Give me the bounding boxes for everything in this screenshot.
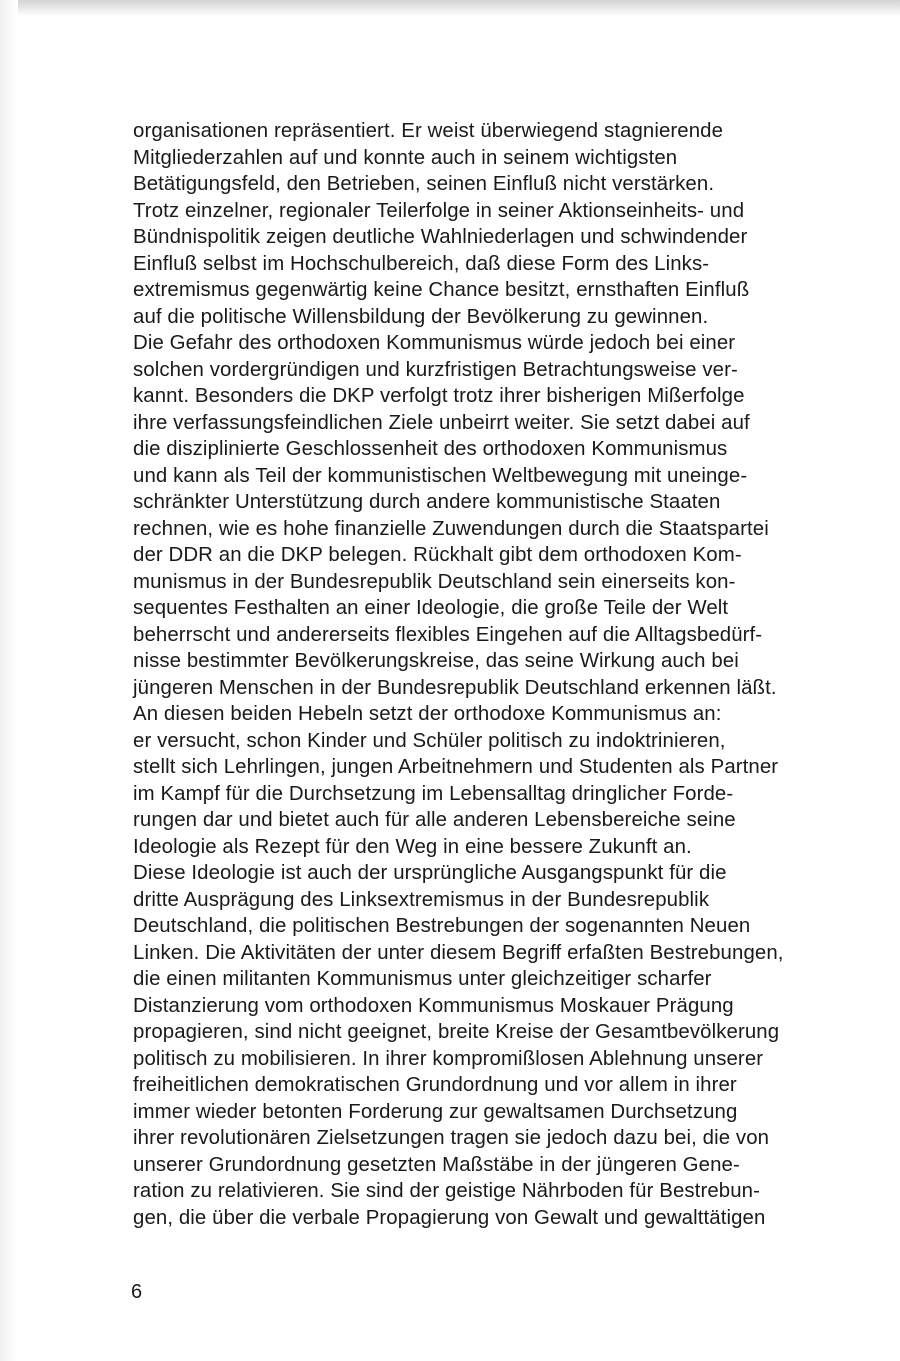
text-line: Betätigungsfeld, den Betrieben, seinen Einfluß nicht verstärken. <box>133 173 715 195</box>
text-line: schränkter Unterstützung durch andere kommunistische Staaten <box>133 491 721 513</box>
text-line: Die Gefahr des orthodoxen Kommunismus würde jedoch bei einer <box>133 332 736 354</box>
scan-left-edge-shadow <box>0 0 18 1361</box>
text-line: Diese Ideologie ist auch der ursprüngliche Ausgangspunkt für die <box>133 862 727 884</box>
scan-top-edge-shadow <box>0 0 900 16</box>
text-line: stellt sich Lehrlingen, jungen Arbeitnehmern und Studenten als Partner <box>133 756 779 778</box>
text-line: munismus in der Bundesrepublik Deutschland sein einerseits kon- <box>133 570 736 593</box>
text-line: jüngeren Menschen in der Bundesrepublik Deutschland erkennen läßt. <box>133 676 777 699</box>
text-line: ration zu relativieren. Sie sind der geistige Nährboden für Bestrebun- <box>133 1180 760 1202</box>
text-line: im Kampf für die Durchsetzung im Lebensalltag dringlicher Forde- <box>133 782 734 805</box>
text-line: immer wieder betonten Forderung zur gewaltsamen Durchsetzung <box>133 1100 738 1123</box>
text-line: rungen dar und bietet auch für alle anderen Lebensbereiche seine <box>133 809 736 831</box>
text-line: Mitgliederzahlen auf und konnte auch in seinem wichtigsten <box>133 146 678 169</box>
text-line: propagieren, sind nicht geeignet, breite Kreise der Gesamtbevölkerung <box>133 1021 780 1043</box>
text-line: extremismus gegenwärtig keine Chance besitzt, ernsthaften Einfluß <box>133 279 750 301</box>
text-line: unserer Grundordnung gesetzten Maßstäbe in der jüngeren Gene- <box>133 1153 740 1176</box>
text-line: beherrscht und andererseits flexibles Eingehen auf die Alltagsbedürf- <box>133 623 763 646</box>
text-line: Distanzierung vom orthodoxen Kommunismus Moskauer Prägung <box>133 994 734 1017</box>
text-line: organisationen repräsentiert. Er weist überwiegend stagnierende <box>133 120 724 142</box>
text-line: die einen militanten Kommunismus unter gleichzeitiger scharfer <box>133 968 712 990</box>
text-line: rechnen, wie es hohe finanzielle Zuwendungen durch die Staatspartei <box>133 517 769 540</box>
text-line: und kann als Teil der kommunistischen Weltbewegung mit uneinge- <box>133 464 748 487</box>
text-line: kannt. Besonders die DKP verfolgt trotz ihrer bisherigen Mißerfolge <box>133 385 745 407</box>
text-line: dritte Ausprägung des Linksextremismus in der Bundesrepublik <box>133 888 710 911</box>
text-line: Einfluß selbst im Hochschulbereich, daß diese Form des Links- <box>133 252 710 275</box>
text-line: freiheitlichen demokratischen Grundordnung und vor allem in ihrer <box>133 1074 737 1096</box>
text-line: politisch zu mobilisieren. In ihrer kompromißlosen Ablehnung unserer <box>133 1047 764 1070</box>
text-line: der DDR an die DKP belegen. Rückhalt gibt dem orthodoxen Kom- <box>133 544 742 566</box>
text-line: Deutschland, die politischen Bestrebungen der sogenannten Neuen <box>133 915 751 937</box>
text-line: Bündnispolitik zeigen deutliche Wahlniederlagen und schwindender <box>133 226 748 248</box>
text-line: ihrer revolutionären Zielsetzungen tragen sie jedoch dazu bei, die von <box>133 1127 770 1149</box>
text-line: Ideologie als Rezept für den Weg in eine bessere Zukunft an. <box>133 835 692 858</box>
text-line: Trotz einzelner, regionaler Teilerfolge in seiner Aktionseinheits- und <box>133 199 745 222</box>
text-line: er versucht, schon Kinder und Schüler politisch zu indoktrinieren, <box>133 729 726 752</box>
text-line: auf die politische Willensbildung der Bevölkerung zu gewinnen. <box>133 305 709 328</box>
text-line: An diesen beiden Hebeln setzt der orthodoxe Kommunismus an: <box>133 703 722 725</box>
text-line: ihre verfassungsfeindlichen Ziele unbeirrt weiter. Sie setzt dabei auf <box>133 411 750 434</box>
text-line: die disziplinierte Geschlossenheit des orthodoxen Kommunismus <box>133 438 728 460</box>
text-line: sequentes Festhalten an einer Ideologie, die große Teile der Welt <box>133 597 729 619</box>
text-line: nisse bestimmter Bevölkerungskreise, das seine Wirkung auch bei <box>133 650 739 672</box>
page-number: 6 <box>131 1281 143 1303</box>
body-text <box>133 118 813 1231</box>
text-line: solchen vordergründigen und kurzfristigen Betrachtungsweise ver- <box>133 358 738 381</box>
text-line: Linken. Die Aktivitäten der unter diesem Begriff erfaßten Bestrebungen, <box>133 941 784 964</box>
text-line: gen, die über die verbale Propagierung von Gewalt und gewalttätigen <box>133 1206 766 1229</box>
